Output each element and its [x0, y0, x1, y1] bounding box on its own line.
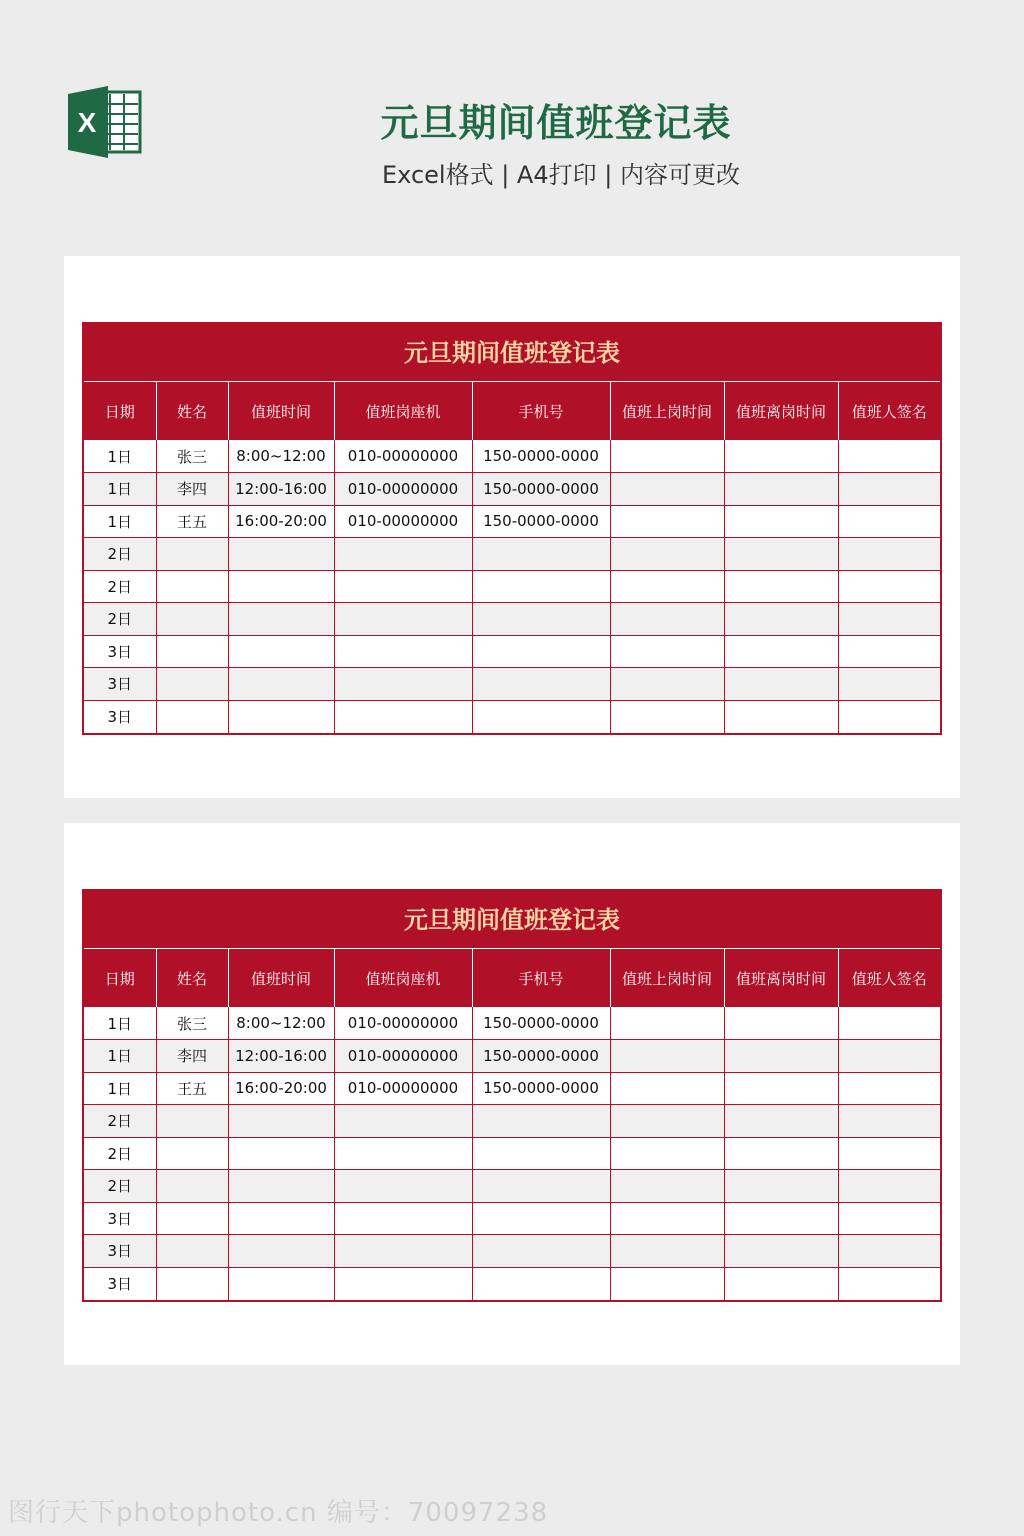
table-header-row: [84, 949, 940, 1007]
table-row: [84, 570, 940, 603]
table-row: [84, 1007, 940, 1040]
table-cell[interactable]: [610, 603, 724, 636]
column-header: 值班时间: [228, 949, 334, 1007]
table-row: [84, 1170, 940, 1203]
table-cell[interactable]: [228, 668, 334, 701]
table-cell[interactable]: 010-00000000: [334, 473, 472, 506]
table-cell[interactable]: [610, 1137, 724, 1170]
table-cell[interactable]: [334, 1137, 472, 1170]
table-cell[interactable]: [610, 1007, 724, 1040]
table-cell[interactable]: [156, 700, 228, 733]
table-cell[interactable]: [724, 570, 838, 603]
table-cell[interactable]: [610, 1235, 724, 1268]
duty-register-table: [84, 949, 940, 1300]
table-cell[interactable]: [724, 668, 838, 701]
column-header: 值班离岗时间: [724, 382, 838, 440]
table-row: [84, 1072, 940, 1105]
column-header: 值班离岗时间: [724, 949, 838, 1007]
column-header: 手机号: [472, 949, 610, 1007]
table-cell[interactable]: [228, 700, 334, 733]
table-cell[interactable]: [838, 1202, 940, 1235]
table-cell[interactable]: [724, 700, 838, 733]
table-cell[interactable]: 3日: [84, 1235, 156, 1268]
table-cell[interactable]: [838, 700, 940, 733]
table-cell[interactable]: [724, 440, 838, 473]
table-title: 元旦期间值班登记表: [84, 891, 940, 949]
table-cell[interactable]: [334, 1202, 472, 1235]
table-cell[interactable]: 张三: [156, 440, 228, 473]
table-cell[interactable]: [610, 668, 724, 701]
table-cell[interactable]: [334, 635, 472, 668]
table-cell[interactable]: [156, 1105, 228, 1138]
table-cell[interactable]: [838, 1105, 940, 1138]
table-cell[interactable]: 2日: [84, 570, 156, 603]
column-header: 日期: [84, 949, 156, 1007]
table-cell[interactable]: [472, 668, 610, 701]
table-cell[interactable]: 1日: [84, 505, 156, 538]
table-cell[interactable]: 张三: [156, 1007, 228, 1040]
table-row: [84, 538, 940, 571]
table-cell[interactable]: [472, 538, 610, 571]
table-cell[interactable]: 010-00000000: [334, 505, 472, 538]
column-header: 值班时间: [228, 382, 334, 440]
table-header-row: [84, 382, 940, 440]
duty-table-1: [82, 322, 942, 735]
table-cell[interactable]: 8:00~12:00: [228, 1007, 334, 1040]
table-cell[interactable]: [838, 1170, 940, 1203]
table-cell[interactable]: [472, 1170, 610, 1203]
table-cell[interactable]: [610, 1040, 724, 1073]
table-cell[interactable]: [610, 505, 724, 538]
table-cell[interactable]: [228, 538, 334, 571]
table-cell[interactable]: [610, 440, 724, 473]
table-cell[interactable]: [334, 1235, 472, 1268]
table-cell[interactable]: [156, 635, 228, 668]
table-cell[interactable]: 16:00-20:00: [228, 505, 334, 538]
table-cell[interactable]: 2日: [84, 1170, 156, 1203]
column-header: 日期: [84, 382, 156, 440]
page-title: 元旦期间值班登记表: [380, 101, 732, 145]
table-cell[interactable]: 010-00000000: [334, 440, 472, 473]
table-cell[interactable]: 3日: [84, 635, 156, 668]
sheet-card-1: [64, 256, 960, 798]
table-cell[interactable]: [838, 668, 940, 701]
table-cell[interactable]: [228, 1202, 334, 1235]
table-row: [84, 603, 940, 636]
table-cell[interactable]: [334, 1267, 472, 1300]
column-header: 值班上岗时间: [610, 382, 724, 440]
table-cell[interactable]: [610, 570, 724, 603]
table-cell[interactable]: [334, 668, 472, 701]
table-cell[interactable]: 1日: [84, 1007, 156, 1040]
table-cell[interactable]: [156, 1170, 228, 1203]
table-cell[interactable]: 12:00-16:00: [228, 473, 334, 506]
table-row: [84, 505, 940, 538]
table-cell[interactable]: [472, 1235, 610, 1268]
table-cell[interactable]: [724, 1235, 838, 1268]
table-cell[interactable]: 王五: [156, 1072, 228, 1105]
table-cell[interactable]: 010-00000000: [334, 1040, 472, 1073]
table-row: [84, 440, 940, 473]
table-cell[interactable]: [838, 603, 940, 636]
table-cell[interactable]: 12:00-16:00: [228, 1040, 334, 1073]
table-cell[interactable]: [724, 1137, 838, 1170]
table-cell[interactable]: 150-0000-0000: [472, 505, 610, 538]
column-header: 值班人签名: [838, 949, 940, 1007]
table-row: [84, 1235, 940, 1268]
table-cell[interactable]: [156, 1202, 228, 1235]
table-cell[interactable]: [724, 1105, 838, 1138]
table-cell[interactable]: [838, 473, 940, 506]
table-cell[interactable]: [156, 1267, 228, 1300]
table-cell[interactable]: [838, 1235, 940, 1268]
table-cell[interactable]: [724, 1170, 838, 1203]
table-title: 元旦期间值班登记表: [84, 324, 940, 382]
table-cell[interactable]: 1日: [84, 1040, 156, 1073]
table-cell[interactable]: 2日: [84, 1137, 156, 1170]
watermark: 图行天下photophoto.cn 编号：70097238: [8, 1498, 549, 1528]
table-cell[interactable]: 150-0000-0000: [472, 440, 610, 473]
table-row: [84, 1105, 940, 1138]
column-header: 值班人签名: [838, 382, 940, 440]
table-cell[interactable]: [610, 1202, 724, 1235]
table-cell[interactable]: [156, 603, 228, 636]
table-cell[interactable]: [724, 1007, 838, 1040]
column-header: 值班岗座机: [334, 949, 472, 1007]
table-cell[interactable]: [156, 668, 228, 701]
table-row: [84, 1137, 940, 1170]
table-cell[interactable]: [838, 1007, 940, 1040]
table-cell[interactable]: [334, 538, 472, 571]
excel-logo-letter: X: [77, 107, 97, 138]
table-cell[interactable]: 李四: [156, 473, 228, 506]
table-cell[interactable]: [156, 1137, 228, 1170]
table-cell[interactable]: 2日: [84, 1105, 156, 1138]
table-cell[interactable]: [724, 505, 838, 538]
table-cell[interactable]: 8:00~12:00: [228, 440, 334, 473]
table-cell[interactable]: 1日: [84, 440, 156, 473]
table-cell[interactable]: [472, 1202, 610, 1235]
table-cell[interactable]: [334, 700, 472, 733]
table-cell[interactable]: [228, 635, 334, 668]
page-header: [0, 0, 1024, 230]
table-cell[interactable]: 010-00000000: [334, 1072, 472, 1105]
table-cell[interactable]: [228, 1170, 334, 1203]
table-cell[interactable]: 3日: [84, 700, 156, 733]
table-cell[interactable]: [838, 570, 940, 603]
table-cell[interactable]: 李四: [156, 1040, 228, 1073]
table-row: [84, 635, 940, 668]
page-subtitle: Excel格式 | A4打印 | 内容可更改: [382, 161, 740, 189]
table-cell[interactable]: [228, 1235, 334, 1268]
table-cell[interactable]: [610, 1072, 724, 1105]
table-cell[interactable]: 3日: [84, 1202, 156, 1235]
table-cell[interactable]: [610, 1267, 724, 1300]
table-cell[interactable]: [472, 1267, 610, 1300]
table-cell[interactable]: 王五: [156, 505, 228, 538]
table-cell[interactable]: [724, 1202, 838, 1235]
table-cell[interactable]: 2日: [84, 603, 156, 636]
table-cell[interactable]: [724, 1040, 838, 1073]
table-cell[interactable]: [838, 1040, 940, 1073]
table-row: [84, 473, 940, 506]
table-row: [84, 1202, 940, 1235]
table-cell[interactable]: 010-00000000: [334, 1007, 472, 1040]
table-cell[interactable]: [472, 603, 610, 636]
table-cell[interactable]: [156, 1235, 228, 1268]
table-row: [84, 1267, 940, 1300]
table-cell[interactable]: [838, 1267, 940, 1300]
table-row: [84, 668, 940, 701]
column-header: 姓名: [156, 382, 228, 440]
table-row: [84, 1040, 940, 1073]
table-cell[interactable]: [228, 1267, 334, 1300]
table-cell[interactable]: [838, 538, 940, 571]
table-cell[interactable]: [610, 635, 724, 668]
table-cell[interactable]: [228, 1137, 334, 1170]
table-cell[interactable]: [472, 700, 610, 733]
table-cell[interactable]: [334, 570, 472, 603]
table-cell[interactable]: [334, 603, 472, 636]
sheet-card-2: [64, 823, 960, 1365]
column-header: 姓名: [156, 949, 228, 1007]
table-cell[interactable]: [610, 1105, 724, 1138]
table-cell[interactable]: 150-0000-0000: [472, 1007, 610, 1040]
table-cell[interactable]: 3日: [84, 1267, 156, 1300]
table-cell[interactable]: [156, 570, 228, 603]
table-cell[interactable]: [838, 440, 940, 473]
table-cell[interactable]: 3日: [84, 668, 156, 701]
table-cell[interactable]: 150-0000-0000: [472, 1072, 610, 1105]
table-cell[interactable]: [610, 538, 724, 571]
table-cell[interactable]: [724, 1267, 838, 1300]
table-cell[interactable]: [838, 1072, 940, 1105]
table-row: [84, 700, 940, 733]
table-cell[interactable]: [610, 473, 724, 506]
table-cell[interactable]: [472, 635, 610, 668]
duty-register-table: [84, 382, 940, 733]
table-cell[interactable]: [724, 635, 838, 668]
table-cell[interactable]: [228, 1105, 334, 1138]
table-cell[interactable]: [724, 473, 838, 506]
table-cell[interactable]: [472, 1105, 610, 1138]
table-cell[interactable]: [156, 538, 228, 571]
table-cell[interactable]: [472, 570, 610, 603]
table-cell[interactable]: [472, 1137, 610, 1170]
table-cell[interactable]: [838, 505, 940, 538]
table-cell[interactable]: 150-0000-0000: [472, 473, 610, 506]
table-cell[interactable]: [838, 635, 940, 668]
table-cell[interactable]: [228, 570, 334, 603]
table-cell[interactable]: [724, 1072, 838, 1105]
table-cell[interactable]: 2日: [84, 538, 156, 571]
table-cell[interactable]: [724, 603, 838, 636]
table-cell[interactable]: 150-0000-0000: [472, 1040, 610, 1073]
column-header: 值班岗座机: [334, 382, 472, 440]
column-header: 值班上岗时间: [610, 949, 724, 1007]
table-cell[interactable]: [334, 1105, 472, 1138]
table-cell[interactable]: 16:00-20:00: [228, 1072, 334, 1105]
column-header: 手机号: [472, 382, 610, 440]
table-cell[interactable]: 1日: [84, 473, 156, 506]
table-cell[interactable]: [610, 1170, 724, 1203]
table-cell[interactable]: [228, 603, 334, 636]
table-cell[interactable]: 1日: [84, 1072, 156, 1105]
table-cell[interactable]: [610, 700, 724, 733]
duty-table-2: [82, 889, 942, 1302]
table-cell[interactable]: [838, 1137, 940, 1170]
table-cell[interactable]: [334, 1170, 472, 1203]
table-cell[interactable]: [724, 538, 838, 571]
